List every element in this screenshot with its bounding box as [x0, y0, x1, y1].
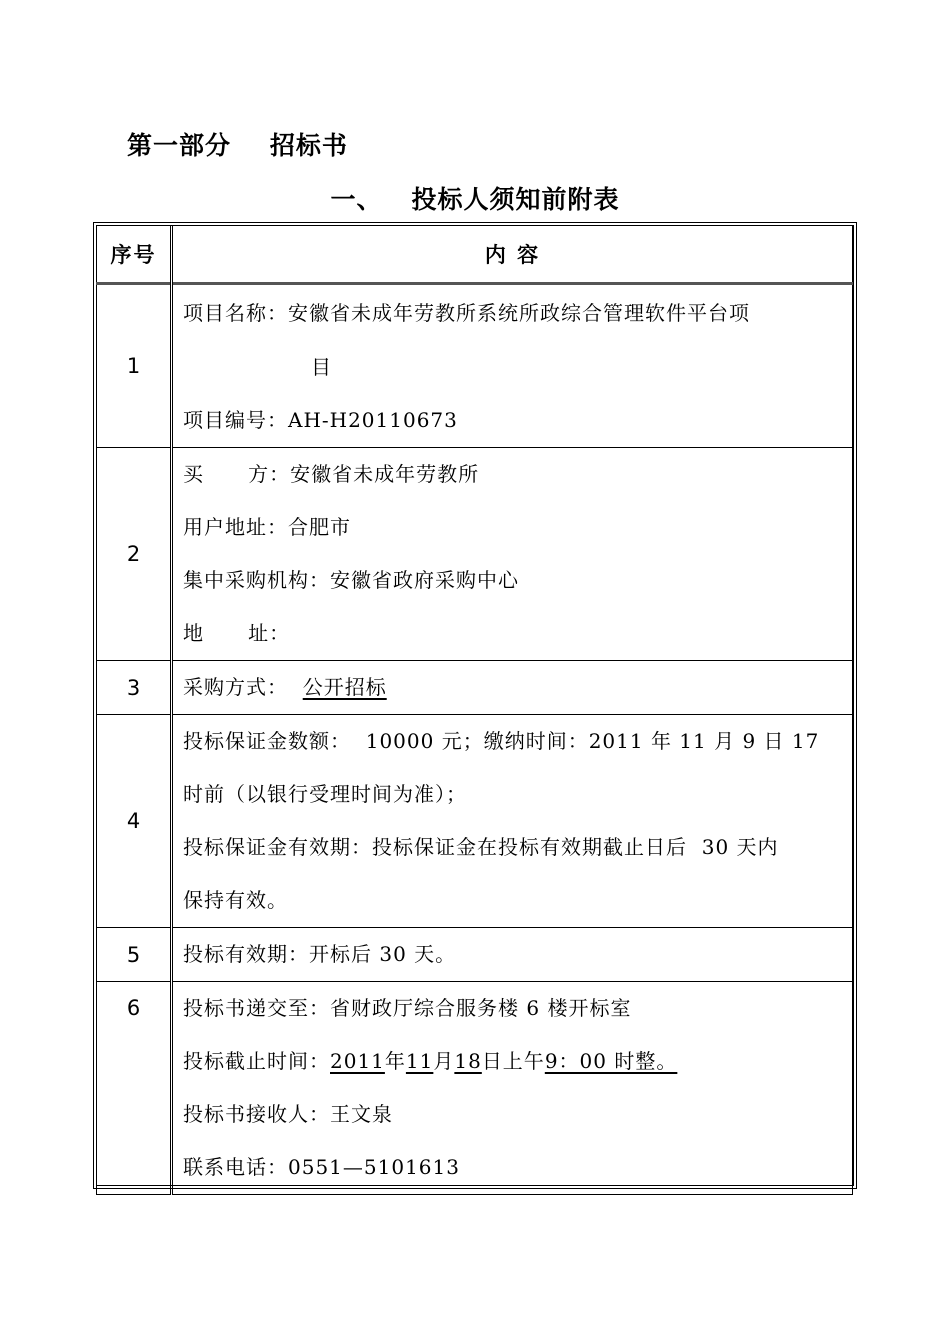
- agency-value: 安徽省政府采购中心: [330, 568, 519, 592]
- table-row: [97, 982, 853, 1195]
- bid-validity-line: 投标有效期：开标后 30 天。: [183, 942, 457, 966]
- receiver-label: 投标书接收人：: [183, 1102, 330, 1126]
- user-address-label: 用户地址：: [183, 515, 288, 539]
- deadline-line: [183, 1035, 846, 1088]
- phone-line: [183, 1141, 846, 1194]
- row-content: [172, 982, 853, 1195]
- project-name-label: 项目名称：: [183, 301, 288, 325]
- buyer-line: [183, 448, 846, 501]
- deadline-label: 投标截止时间：: [183, 1049, 330, 1073]
- user-address-line: [183, 501, 846, 554]
- part-title: 第一部分 招标书: [127, 131, 348, 160]
- row-content: [172, 661, 853, 715]
- receiver-line: [183, 1088, 846, 1141]
- procurement-method-line: [183, 661, 846, 714]
- project-name-continuation: 目: [311, 355, 332, 379]
- deadline-month: 11: [405, 1049, 434, 1073]
- receiver-value: 王文泉: [330, 1102, 393, 1126]
- table-row: [97, 928, 853, 982]
- procurement-method-label: 采购方式：: [183, 675, 288, 699]
- address-label: 地 址：: [183, 621, 291, 645]
- deadline-year-unit: 年: [384, 1049, 406, 1073]
- phone-label: 联系电话：: [183, 1155, 288, 1179]
- table-row: [97, 661, 853, 715]
- submission-place-value: 省财政厅综合服务楼 6 楼开标室: [330, 996, 632, 1020]
- header-serial-number: 序号: [97, 226, 172, 284]
- submission-place-line: [183, 982, 846, 1035]
- project-name-value: 安徽省未成年劳教所系统所政综合管理软件平台项: [288, 301, 750, 325]
- user-address-value: 合肥市: [288, 515, 351, 539]
- row-number: 5: [97, 928, 172, 982]
- deadline-day-unit: 日上午: [481, 1049, 545, 1073]
- deadline-month-unit: 月: [433, 1049, 455, 1073]
- row-content: [172, 284, 853, 448]
- address-line: [183, 607, 846, 660]
- bid-bond-amount-line: 投标保证金数额： 10000 元；缴纳时间：2011 年 11 月 9 日 17: [183, 729, 820, 753]
- section-title: 一、 投标人须知前附表: [330, 185, 620, 214]
- header-content: 内 容: [172, 226, 853, 284]
- buyer-value: 安徽省未成年劳教所: [290, 462, 480, 486]
- row-number: 2: [97, 448, 172, 661]
- table-header-row: [97, 226, 853, 284]
- agency-label: 集中采购机构：: [183, 568, 330, 592]
- bid-bond-time-line: 时前（以银行受理时间为准）；: [183, 782, 467, 806]
- row-number: 6: [97, 982, 172, 1195]
- table-row: [97, 715, 853, 928]
- bid-bond-validity-cont: 保持有效。: [183, 888, 288, 912]
- deadline-day: 18: [454, 1049, 482, 1073]
- buyer-label: 买 方：: [183, 462, 291, 486]
- table-row: [97, 448, 853, 661]
- agency-line: [183, 554, 846, 607]
- phone-value: 0551—5101613: [288, 1155, 460, 1179]
- bidder-notice-table: [96, 225, 853, 1195]
- row-content: [172, 448, 853, 661]
- project-number-label: 项目编号：: [183, 408, 288, 432]
- procurement-method-value: 公开招标: [302, 675, 387, 699]
- row-number: 1: [97, 284, 172, 448]
- bid-bond-validity-line: 投标保证金有效期：投标保证金在投标有效期截止日后 30 天内: [183, 835, 779, 859]
- deadline-year: 2011: [330, 1049, 385, 1073]
- row-content: [172, 715, 853, 928]
- project-name-line: [183, 285, 846, 341]
- project-number-value: AH-H20110673: [288, 408, 458, 432]
- row-number: 4: [97, 715, 172, 928]
- row-content: [172, 928, 853, 982]
- deadline-time: 9：00 时整。: [544, 1049, 678, 1073]
- project-number-line: [183, 394, 846, 447]
- submission-place-label: 投标书递交至：: [183, 996, 330, 1020]
- row-number: 3: [97, 661, 172, 715]
- table-row: [97, 284, 853, 448]
